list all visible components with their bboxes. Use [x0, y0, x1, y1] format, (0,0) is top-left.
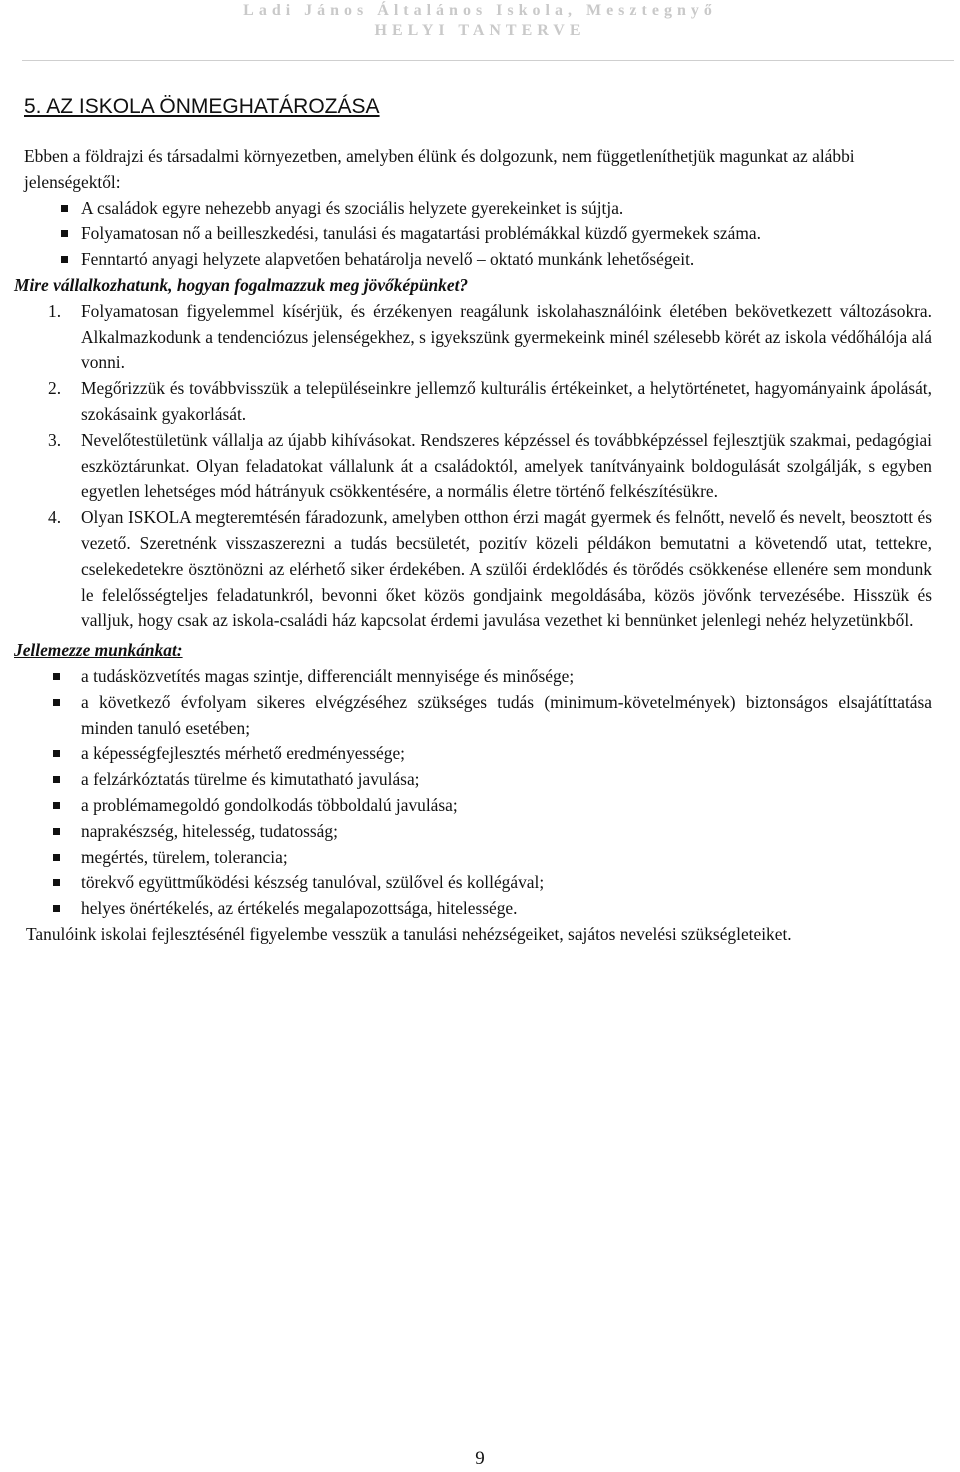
- numbered-item: 2. Megőrizzük és továbbvisszük a településeinkre jellemző kulturális értékeinket, a helytörténetet, hagyományaink ápolását, szokásaink gyakorlását.: [48, 378, 932, 424]
- list-item: helyes önértékelés, az értékelés megalapozottsága, hitelessége.: [14, 896, 932, 922]
- closing-paragraph: Tanulóink iskolai fejlesztésénél figyelembe vesszük a tanulási nehézségeiket, sajátos nevelési szükségleteiket.: [26, 923, 792, 944]
- square-bullet-icon: [53, 673, 60, 680]
- header-school-name: Ladi János Általános Iskola, Mesztegnyő: [243, 2, 717, 19]
- header-document-name: HELYI TANTERVE: [374, 22, 586, 39]
- phenomena-list: [14, 196, 932, 273]
- square-bullet-icon: [53, 776, 60, 783]
- list-item: naprakészség, hitelesség, tudatosság;: [14, 819, 932, 845]
- list-item: törekvő együttműködési készség tanulóval, szülővel és kollégával;: [14, 870, 932, 896]
- intro-paragraph: Ebben a földrajzi és társadalmi környezetben, amelyben élünk és dolgozunk, nem függetleníthetjük magunkat az alábbi jelenségektől:: [24, 146, 855, 192]
- list-item: Fenntartó anyagi helyzete alapvetően behatárolja nevelő – oktató munkánk lehetőségeit.: [14, 247, 932, 273]
- square-bullet-icon: [53, 750, 60, 757]
- square-bullet-icon: [53, 905, 60, 912]
- characteristics-heading: Jellemezze munkánkat:: [14, 640, 183, 661]
- square-bullet-icon: [61, 205, 68, 212]
- list-item: a felzárkóztatás türelme és kimutatható javulása;: [14, 767, 932, 793]
- numbered-item: 4. Olyan ISKOLA megteremtésén fáradozunk, amelyben otthon érzi magát gyermek és felnőtt, nevelő és nevelt, beosztott és vezető. Szeretnénk visszaszerezni a tudás becsületét, pozitív közeli példákon bemutatni a követendő utat, tettekre, cselekedetekre ösztönözni az elérhető siker érdekében. A szülői érdeklődés és törődés csökkenése ellenére sem mondunk le felelősségteljes feladatunkról, bevonni őket közös gondjaink megoldásába, közös jövőnk tervezésébe. Hisszük és valljuk, hogy csak az iskola-családi ház kapcsolat érdemi javulása vezethet ki bennünket jelenlegi nehéz helyzetünkből.: [48, 507, 932, 631]
- numbered-item: 1. Folyamatosan figyelemmel kísérjük, és érzékenyen reagálunk iskolahasználóink életében bekövetkezett változásokra. Alkalmazkodunk a tendenciózus jelenségekhez, s igyekszünk gyermekeink minél szélesebb körét az iskola védőhálója alá vonni.: [48, 300, 932, 373]
- square-bullet-icon: [61, 230, 68, 237]
- square-bullet-icon: [53, 854, 60, 861]
- section-title: 5. AZ ISKOLA ÖNMEGHATÁROZÁSA: [24, 95, 380, 118]
- page-content: [14, 92, 932, 948]
- vision-question: Mire vállalkozhatunk, hogyan fogalmazzuk meg jövőképünket?: [14, 274, 469, 295]
- square-bullet-icon: [53, 802, 60, 809]
- characteristics-list: [14, 664, 932, 922]
- vision-numbered-list: [14, 299, 932, 634]
- page-header: [0, 0, 960, 58]
- square-bullet-icon: [53, 879, 60, 886]
- square-bullet-icon: [53, 699, 60, 706]
- square-bullet-icon: [61, 256, 68, 263]
- header-rule: [22, 60, 954, 61]
- square-bullet-icon: [53, 828, 60, 835]
- list-item: a tudásközvetítés magas szintje, differenciált mennyisége és minősége;: [14, 664, 932, 690]
- list-item: a problémamegoldó gondolkodás többoldalú javulása;: [14, 793, 932, 819]
- list-item: a képességfejlesztés mérhető eredményessége;: [14, 741, 932, 767]
- list-item: A családok egyre nehezebb anyagi és szociális helyzete gyerekeinket is sújtja.: [14, 196, 932, 222]
- page-number: 9: [475, 1448, 485, 1469]
- list-item: a következő évfolyam sikeres elvégzéséhez szükséges tudás (minimum-követelmények) biztonságos elsajátíttatása minden tanuló esetében;: [14, 690, 932, 742]
- list-item: Folyamatosan nő a beilleszkedési, tanulási és magatartási problémákkal küzdő gyermekek száma.: [14, 221, 932, 247]
- list-item: megértés, türelem, tolerancia;: [14, 845, 932, 871]
- numbered-item: 3. Nevelőtestületünk vállalja az újabb kihívásokat. Rendszeres képzéssel és továbbképzéssel fejlesztjük szakmai, pedagógiai eszköztárunkat. Olyan feladatokat vállalunk át a családoktól, amelyek tanítványaink boldogulását szolgálják, s egyben egyetlen lehetséges mód hátrányuk csökkentésére, a normális életre történő felkészítésükre.: [48, 429, 932, 502]
